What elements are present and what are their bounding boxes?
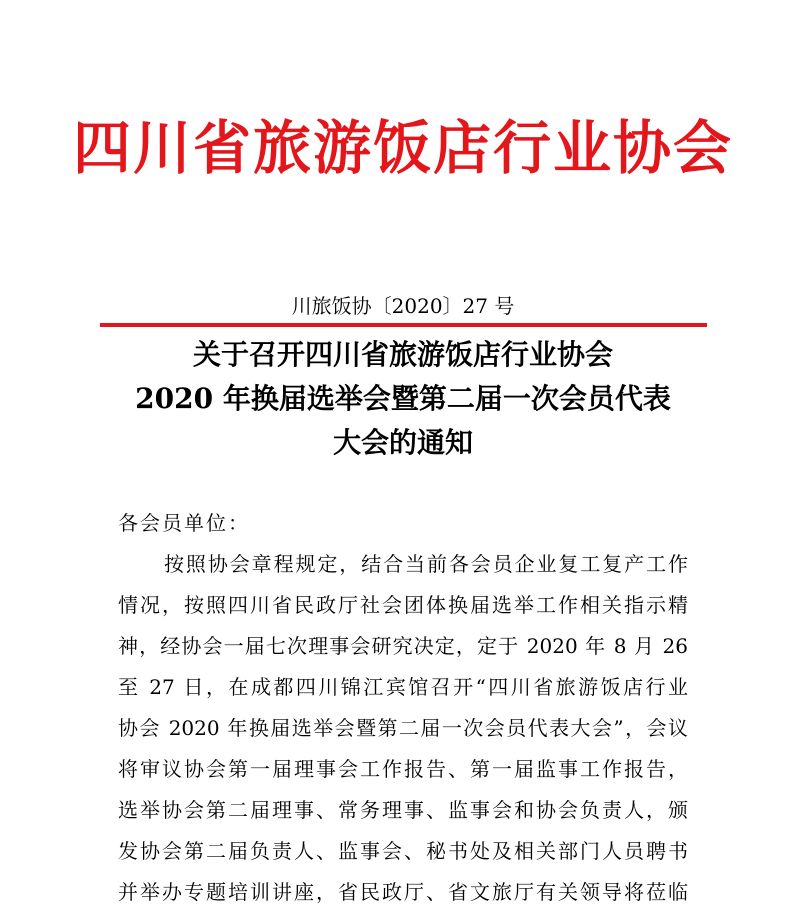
body-paragraph	[118, 544, 688, 913]
notice-title-line: 大会的通知	[332, 426, 473, 459]
body-line: 情况，按照四川省民政厅社会团体换届选举工作相关指示精	[118, 593, 688, 617]
notice-title-line: 关于召开四川省旅游饭店行业协会	[192, 338, 613, 371]
body-line: 选举协会第二届理事、常务理事、监事会和协会负责人，颁	[118, 798, 688, 822]
body-line: 将审议协会第一届理事会工作报告、第一届监事工作报告，	[118, 757, 688, 781]
body-line: 并举办专题培训讲座，省民政厅、省文旅厅有关领导将莅临	[118, 880, 688, 904]
body-line: 发协会第二届负责人、监事会、秘书处及相关部门人员聘书	[118, 839, 688, 863]
red-divider-line	[100, 323, 707, 327]
body-line: 协会 2020 年换届选举会暨第二届一次会员代表大会”，会议	[118, 716, 688, 740]
body-line: 按照协会章程规定，结合当前各会员企业复工复产工作	[164, 552, 688, 576]
organization-letterhead: 四川省旅游饭店行业协会	[72, 114, 733, 182]
notice-title	[0, 333, 806, 465]
body-line: 至 27 日，在成都四川锦江宾馆召开“四川省旅游饭店行业	[118, 675, 688, 699]
salutation: 各会员单位：	[118, 511, 250, 535]
document-number: 川旅饭协〔2020〕27 号	[291, 294, 515, 318]
body-line: 神，经协会一届七次理事会研究决定，定于 2020 年 8 月 26	[118, 634, 688, 658]
notice-title-line: 2020 年换届选举会暨第二届一次会员代表	[135, 382, 671, 415]
